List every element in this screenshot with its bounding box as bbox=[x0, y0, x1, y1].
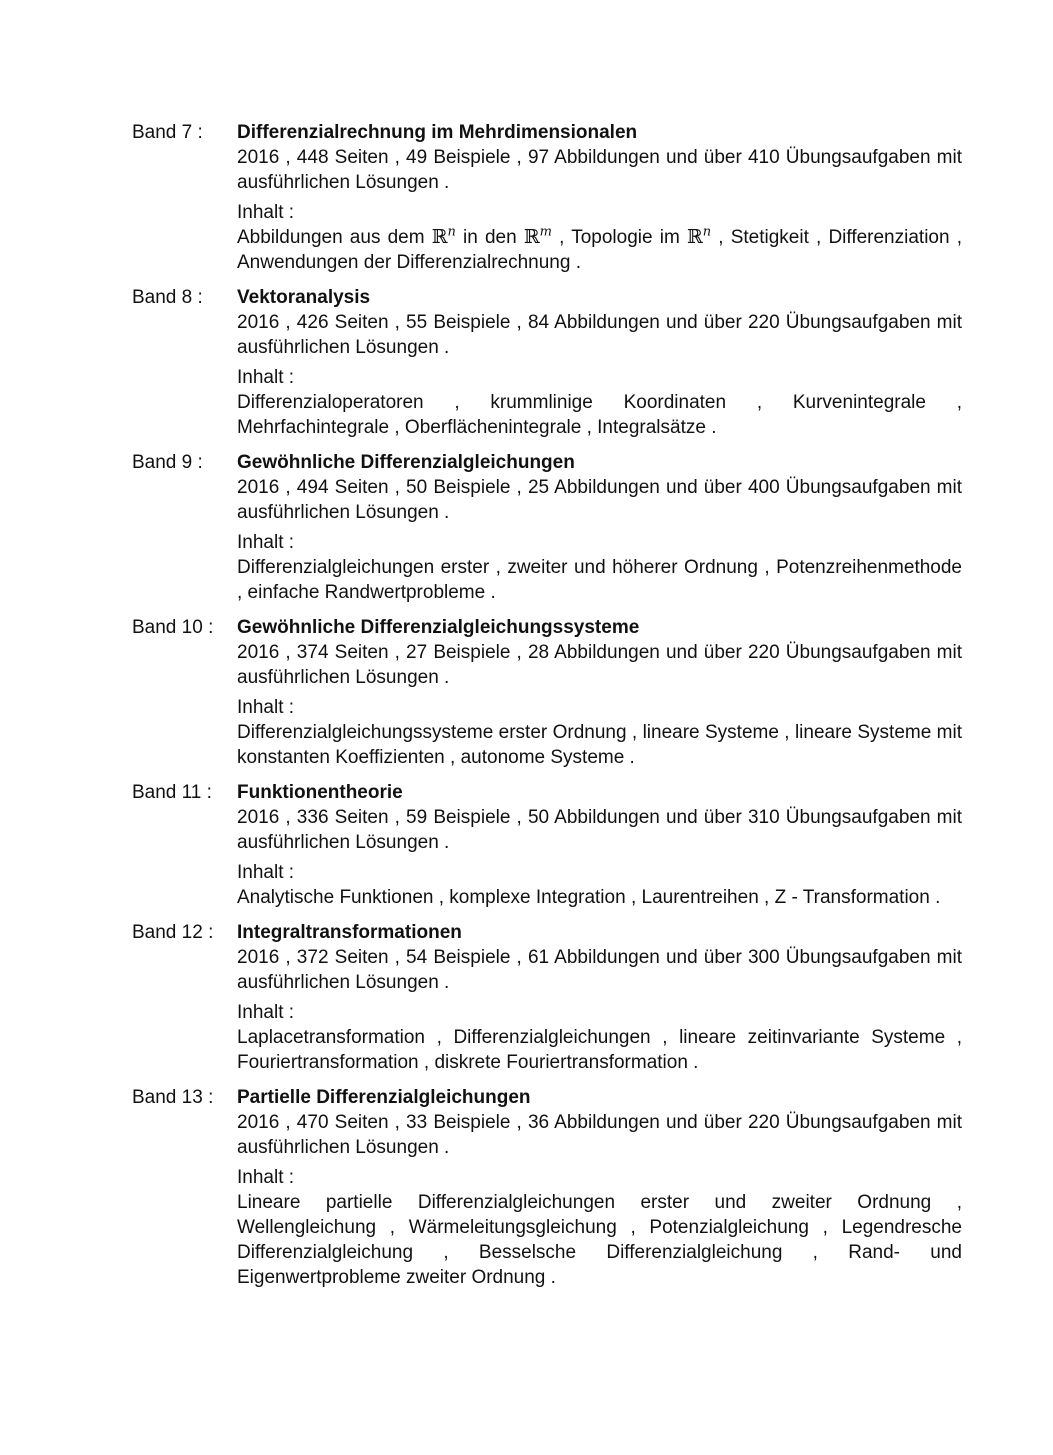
band-entry-12 bbox=[132, 920, 962, 1075]
band-body bbox=[237, 450, 962, 605]
band-title: Partielle Differenzialgleichungen bbox=[237, 1087, 531, 1108]
inhalt-label: Inhalt : bbox=[237, 367, 295, 388]
band-meta: 2016 , 426 Seiten , 55 Beispiele , 84 Abbildungen und über 220 Übungsaufgaben mit ausführlichen Lösungen . bbox=[237, 312, 962, 358]
inhalt-text: Differenzialoperatoren , krummlinige Koordinaten , Kurvenintegrale , Mehrfachintegrale , Oberflächenintegrale , Integralsätze . bbox=[237, 392, 962, 438]
band-title: Gewöhnliche Differenzialgleichungen bbox=[237, 452, 575, 473]
band-title: Gewöhnliche Differenzialgleichungssysteme bbox=[237, 617, 640, 638]
band-body bbox=[237, 120, 962, 275]
book-list bbox=[132, 120, 962, 1300]
band-body bbox=[237, 920, 962, 1075]
band-meta: 2016 , 336 Seiten , 59 Beispiele , 50 Abbildungen und über 310 Übungsaufgaben mit ausführlichen Lösungen . bbox=[237, 807, 962, 853]
band-entry-13 bbox=[132, 1085, 962, 1290]
band-meta: 2016 , 448 Seiten , 49 Beispiele , 97 Abbildungen und über 410 Übungsaufgaben mit ausführlichen Lösungen . bbox=[237, 147, 962, 193]
band-label: Band 13 : bbox=[132, 1087, 214, 1108]
band-entry-9 bbox=[132, 450, 962, 605]
inhalt-label: Inhalt : bbox=[237, 1167, 295, 1188]
band-body bbox=[237, 615, 962, 770]
band-label: Band 12 : bbox=[132, 922, 214, 943]
inhalt-segment: Abbildungen aus dem bbox=[237, 227, 432, 248]
math-symbol bbox=[432, 226, 456, 248]
band-entry-11 bbox=[132, 780, 962, 910]
band-meta: 2016 , 470 Seiten , 33 Beispiele , 36 Abbildungen und über 220 Übungsaufgaben mit ausführlichen Lösungen . bbox=[237, 1112, 962, 1158]
band-label: Band 10 : bbox=[132, 617, 214, 638]
inhalt-text: Differenzialgleichungssysteme erster Ordnung , lineare Systeme , lineare Systeme mit konstanten Koeffizienten , autonome Systeme . bbox=[237, 722, 962, 768]
math-symbol bbox=[524, 226, 552, 248]
inhalt-text: Lineare partielle Differenzialgleichungen erster und zweiter Ordnung , Wellengleichung , Wärmeleitungsgleichung , Potenzialgleichung , Legendresche Differenzialgleichung , Besselsche Differenzialgleichung , Rand- und Eigenwertprobleme zweiter Ordnung . bbox=[237, 1192, 962, 1288]
inhalt-text: Laplacetransformation , Differenzialgleichungen , lineare zeitinvariante Systeme , Fouriertransformation , diskrete Fouriertransformation . bbox=[237, 1027, 962, 1073]
band-entry-10 bbox=[132, 615, 962, 770]
exponent: n bbox=[447, 224, 456, 240]
band-title: Vektoranalysis bbox=[237, 287, 371, 308]
inhalt-label: Inhalt : bbox=[237, 697, 295, 718]
inhalt-label: Inhalt : bbox=[237, 532, 295, 553]
inhalt-segment: in den bbox=[455, 227, 524, 248]
band-label: Band 9 : bbox=[132, 452, 203, 473]
band-entry-7 bbox=[132, 120, 962, 275]
real-numbers-symbol: ℝ bbox=[431, 226, 448, 248]
band-entry-8 bbox=[132, 285, 962, 440]
band-label: Band 7 : bbox=[132, 122, 203, 143]
inhalt-label: Inhalt : bbox=[237, 862, 295, 883]
inhalt-text: Differenzialgleichungen erster , zweiter und höherer Ordnung , Potenzreihenmethode , einfache Randwertprobleme . bbox=[237, 557, 962, 603]
real-numbers-symbol: ℝ bbox=[523, 226, 540, 248]
band-meta: 2016 , 372 Seiten , 54 Beispiele , 61 Abbildungen und über 300 Übungsaufgaben mit ausführlichen Lösungen . bbox=[237, 947, 962, 993]
band-label: Band 8 : bbox=[132, 287, 203, 308]
band-label: Band 11 : bbox=[132, 782, 212, 803]
real-numbers-symbol: ℝ bbox=[686, 226, 703, 248]
band-body bbox=[237, 285, 962, 440]
inhalt-label: Inhalt : bbox=[237, 202, 295, 223]
exponent: n bbox=[702, 224, 712, 240]
inhalt-segment: , Topologie im bbox=[551, 227, 687, 248]
band-meta: 2016 , 494 Seiten , 50 Beispiele , 25 Abbildungen und über 400 Übungsaufgaben mit ausführlichen Lösungen . bbox=[237, 477, 962, 523]
band-body bbox=[237, 780, 962, 910]
band-body bbox=[237, 1085, 962, 1290]
inhalt-text bbox=[237, 225, 962, 275]
inhalt-segment: , Stetigkeit , Differenziation , Anwendungen der Differenzialrechnung . bbox=[237, 227, 962, 273]
exponent: m bbox=[539, 224, 552, 240]
band-title: Integraltransformationen bbox=[237, 922, 462, 943]
inhalt-label: Inhalt : bbox=[237, 1002, 295, 1023]
math-symbol bbox=[687, 226, 711, 248]
band-meta: 2016 , 374 Seiten , 27 Beispiele , 28 Abbildungen und über 220 Übungsaufgaben mit ausführlichen Lösungen . bbox=[237, 642, 962, 688]
inhalt-text: Analytische Funktionen , komplexe Integration , Laurentreihen , Z - Transformation . bbox=[237, 887, 941, 908]
band-title: Funktionentheorie bbox=[237, 782, 403, 803]
band-title: Differenzialrechnung im Mehrdimensionalen bbox=[237, 122, 638, 143]
